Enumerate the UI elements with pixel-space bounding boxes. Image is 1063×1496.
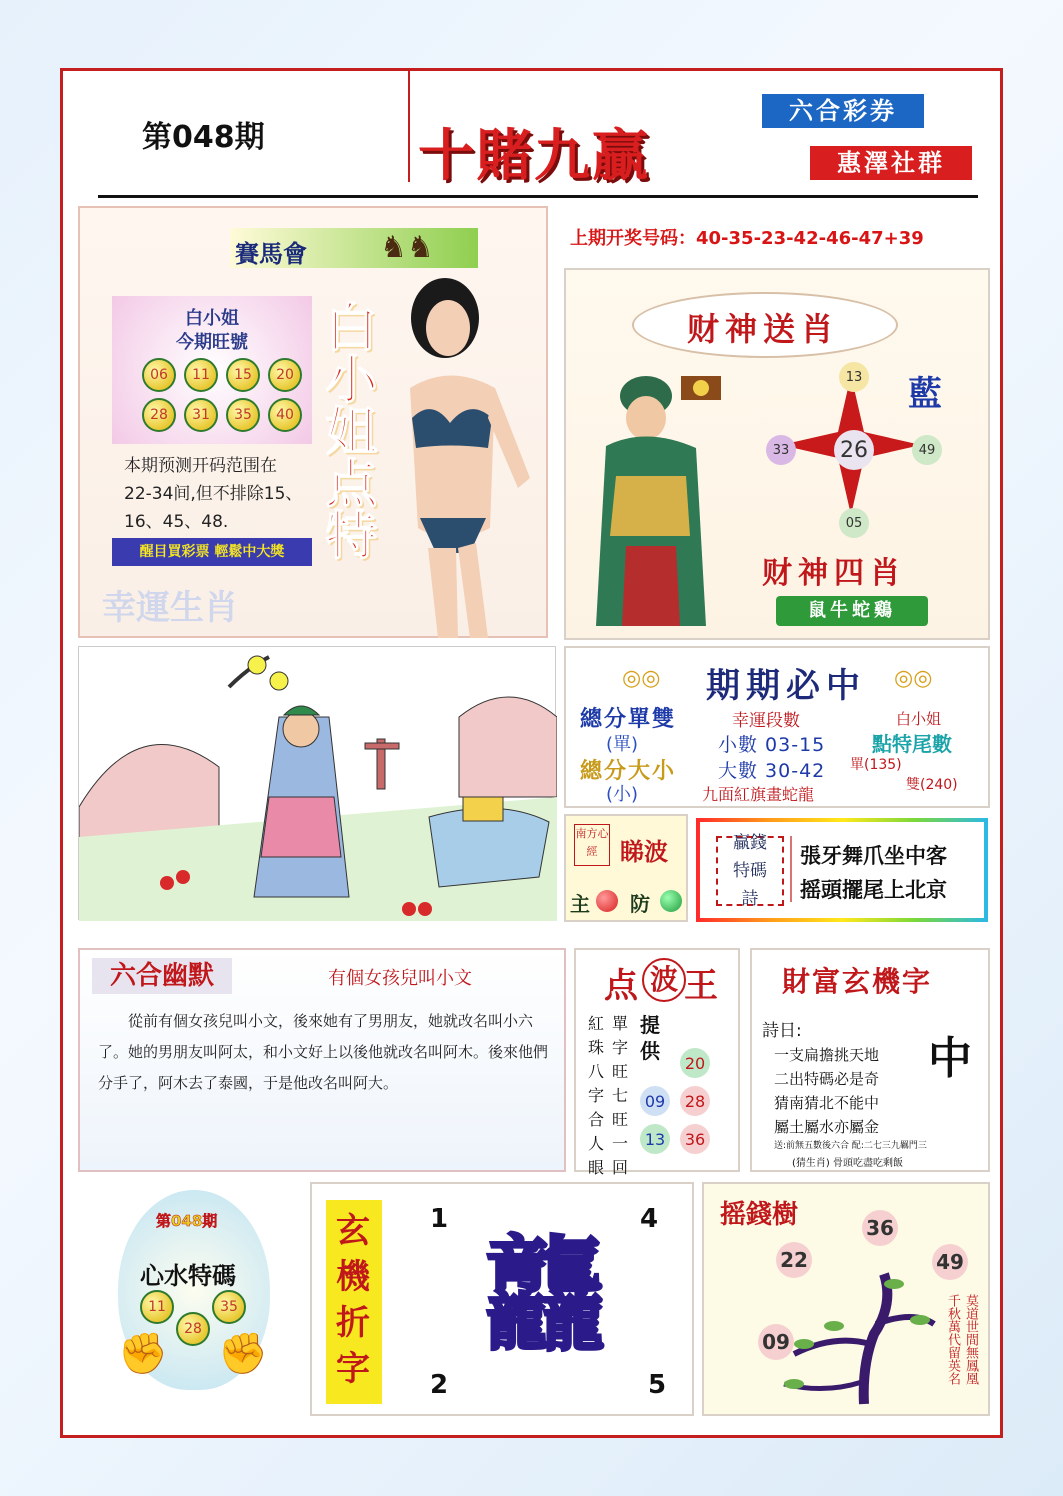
lucky-number-box bbox=[112, 296, 312, 444]
dianbo-title-a: 点 bbox=[604, 966, 638, 1006]
zodiac-bar: 鼠牛蛇鷄 bbox=[776, 596, 928, 626]
dianbo-col-1: 紅珠八字合人眼 bbox=[588, 1014, 605, 1177]
big-range: 大數 30-42 bbox=[718, 760, 826, 782]
caishen-four-title: 财神四肖 bbox=[762, 556, 906, 591]
baima-panel bbox=[78, 206, 548, 638]
caifu-title: 財富玄機字 bbox=[782, 965, 933, 998]
tree-ball: 09 bbox=[758, 1324, 794, 1360]
caifu-line: 屬土屬水亦屬金 bbox=[774, 1118, 880, 1136]
number-ball: 28 bbox=[142, 398, 176, 432]
coin-icon: ◎◎ bbox=[894, 666, 933, 691]
nanfang-title: 睇波 bbox=[620, 837, 668, 866]
chaizi-panel bbox=[310, 1182, 694, 1416]
corner-number-1: 1 bbox=[430, 1204, 449, 1234]
box-title-1: 白小姐 bbox=[185, 308, 239, 329]
corner-number-4: 4 bbox=[640, 1204, 659, 1234]
provide-label: 提供 bbox=[640, 1013, 660, 1063]
number-ball: 06 bbox=[142, 358, 176, 392]
dianbo-title-c: 王 bbox=[684, 966, 718, 1006]
money-tree-panel bbox=[702, 1182, 990, 1416]
number-ball: 20 bbox=[268, 358, 302, 392]
number-ball: 40 bbox=[268, 398, 302, 432]
home-label: 主 bbox=[570, 892, 590, 916]
total-size-value: (小) bbox=[606, 784, 639, 805]
lucky-segment-label: 幸運段數 bbox=[732, 711, 800, 731]
header-divider bbox=[98, 195, 978, 198]
model-photo bbox=[370, 278, 545, 638]
number-ball: 15 bbox=[226, 358, 260, 392]
guard-ball bbox=[660, 890, 682, 912]
header-divider-vertical bbox=[408, 70, 410, 182]
caifu-note-1: 送:前無五數後六合 配:二七三九羈門三 bbox=[774, 1141, 927, 1151]
caifu-big-char: 中 bbox=[928, 1033, 972, 1084]
vertical-title: 白小姐点特 bbox=[316, 300, 377, 560]
caifu-note-2: (猜生肖) 骨頭吃盡吃剩飯 bbox=[792, 1158, 903, 1169]
home-ball bbox=[596, 890, 618, 912]
badge-huize: 惠澤社群 bbox=[810, 146, 972, 180]
compass-ball-left: 33 bbox=[766, 435, 796, 465]
qiqi-panel bbox=[564, 646, 990, 808]
poem-line-1: 張牙舞爪坐中客 bbox=[800, 844, 947, 868]
chaizi-big-char: 龘 bbox=[482, 1222, 608, 1370]
cartoon-panel bbox=[78, 646, 556, 920]
humor-subtitle: 有個女孩兒叫小文 bbox=[328, 968, 472, 989]
dianbo-ball: 20 bbox=[680, 1048, 710, 1078]
boxing-glove-icon: ✊ bbox=[218, 1331, 268, 1377]
poem-label bbox=[716, 833, 784, 909]
tree-ball: 49 bbox=[932, 1244, 968, 1280]
logo-title: 十賭九贏 bbox=[418, 123, 650, 189]
number-ball: 35 bbox=[226, 398, 260, 432]
race-banner-text: 賽馬會 bbox=[235, 240, 307, 268]
chaizi-title: 玄機折字 bbox=[336, 1211, 370, 1389]
poem-panel bbox=[696, 818, 988, 922]
compass-ball-top: 13 bbox=[839, 362, 869, 392]
humor-title: 六合幽默 bbox=[92, 958, 232, 994]
tree-poem-right: 莫道世間無鳳凰 bbox=[963, 1294, 978, 1385]
number-ball: 11 bbox=[184, 358, 218, 392]
number-ball: 31 bbox=[184, 398, 218, 432]
caifu-line: 猜南猜北不能中 bbox=[774, 1094, 880, 1112]
tail-number-label: 點特尾數 bbox=[872, 732, 952, 756]
humor-body: 從前有個女孩兒叫小文，後來她有了男朋友，她就改名叫小六了。她的男朋友叫阿太，和小文好上以後他就改名叫阿木。後來他們分手了，阿木去了泰國，于是他改名叫阿大。 bbox=[98, 1012, 549, 1092]
tree-title: 摇錢樹 bbox=[720, 1200, 799, 1230]
dianbo-ball: 36 bbox=[680, 1124, 710, 1154]
money-tree bbox=[744, 1214, 944, 1410]
small-range: 小數 03-15 bbox=[718, 734, 826, 756]
corner-number-5: 5 bbox=[648, 1370, 667, 1400]
poem-label-text: 贏錢特碼詩 bbox=[733, 833, 767, 909]
guard-label: 防 bbox=[630, 892, 650, 916]
poem-line-2: 摇頭擺尾上北京 bbox=[800, 878, 947, 902]
tree-poem-left: 千秋萬代留英名 bbox=[945, 1294, 960, 1385]
caishen-panel bbox=[564, 268, 990, 640]
compass-ball-center: 26 bbox=[834, 430, 874, 470]
caishen-title: 财神送肖 bbox=[686, 310, 839, 348]
xinshui-title: 心水特碼 bbox=[140, 1261, 236, 1290]
nanfang-panel bbox=[564, 814, 688, 922]
caifu-line: 一支扁擔挑天地 bbox=[774, 1046, 880, 1064]
badge-liuhe: 六合彩券 bbox=[762, 94, 924, 128]
poem-intro: 詩日: bbox=[762, 1021, 802, 1041]
xinshui-panel bbox=[104, 1190, 286, 1398]
dianbo-ball: 13 bbox=[640, 1124, 670, 1154]
odd-tail: 單(135) bbox=[850, 757, 902, 773]
total-odd-even: 總分單雙 bbox=[580, 707, 677, 732]
poem-divider bbox=[790, 836, 792, 902]
coin-icon: ◎◎ bbox=[622, 666, 661, 691]
slogan-bar: 醒目買彩票 輕鬆中大獎 bbox=[112, 538, 312, 566]
caifu-line: 二出特碼必是奇 bbox=[774, 1070, 880, 1088]
qiqi-title: 期期必中 bbox=[706, 666, 866, 706]
compass-ball-right: 49 bbox=[912, 435, 942, 465]
xinshui-ball: 11 bbox=[140, 1290, 174, 1324]
baixiaojie-label: 白小姐 bbox=[896, 710, 942, 728]
xinshui-ball: 28 bbox=[176, 1312, 210, 1346]
boxing-glove-icon: ✊ bbox=[118, 1331, 168, 1377]
caifu-panel bbox=[750, 948, 990, 1172]
corner-number-2: 2 bbox=[430, 1370, 449, 1400]
total-odd-even-value: (單) bbox=[606, 734, 639, 755]
compass-ball-bottom: 05 bbox=[839, 508, 869, 538]
humor-panel bbox=[78, 948, 566, 1172]
caishen-figure bbox=[586, 356, 756, 636]
prediction-text: 本期预测开码范围在22-34间,但不排除15、16、45、48. bbox=[124, 456, 303, 532]
even-tail: 雙(240) bbox=[906, 777, 958, 793]
xinshui-issue: 第048期 bbox=[156, 1212, 218, 1230]
dianbo-panel bbox=[574, 948, 740, 1177]
dianbo-ball: 09 bbox=[640, 1086, 670, 1116]
last-draw-numbers: 上期开奖号码：40-35-23-42-46-47+39 bbox=[570, 228, 924, 249]
total-size: 總分大小 bbox=[580, 759, 677, 784]
tree-ball: 36 bbox=[862, 1210, 898, 1246]
issue-label: 第048期 bbox=[142, 120, 265, 155]
watermark-text: 幸運生肖 bbox=[102, 588, 238, 628]
box-title-2: 今期旺號 bbox=[176, 332, 248, 353]
dianbo-col-2: 單字旺七旺一回 bbox=[612, 1014, 629, 1177]
dianbo-title-b: 波 bbox=[642, 958, 686, 1002]
cartoon-scene bbox=[79, 647, 557, 921]
dianbo-ball: 28 bbox=[680, 1086, 710, 1116]
color-word: 藍 bbox=[908, 374, 942, 414]
tree-ball: 22 bbox=[776, 1242, 812, 1278]
xinshui-ball: 35 bbox=[212, 1290, 246, 1324]
horse-icon: ♞♞ bbox=[380, 230, 434, 265]
nanfang-tag: 南方心經 bbox=[574, 824, 610, 866]
red-flag-text: 九面紅旗畫蛇龍 bbox=[702, 785, 815, 804]
